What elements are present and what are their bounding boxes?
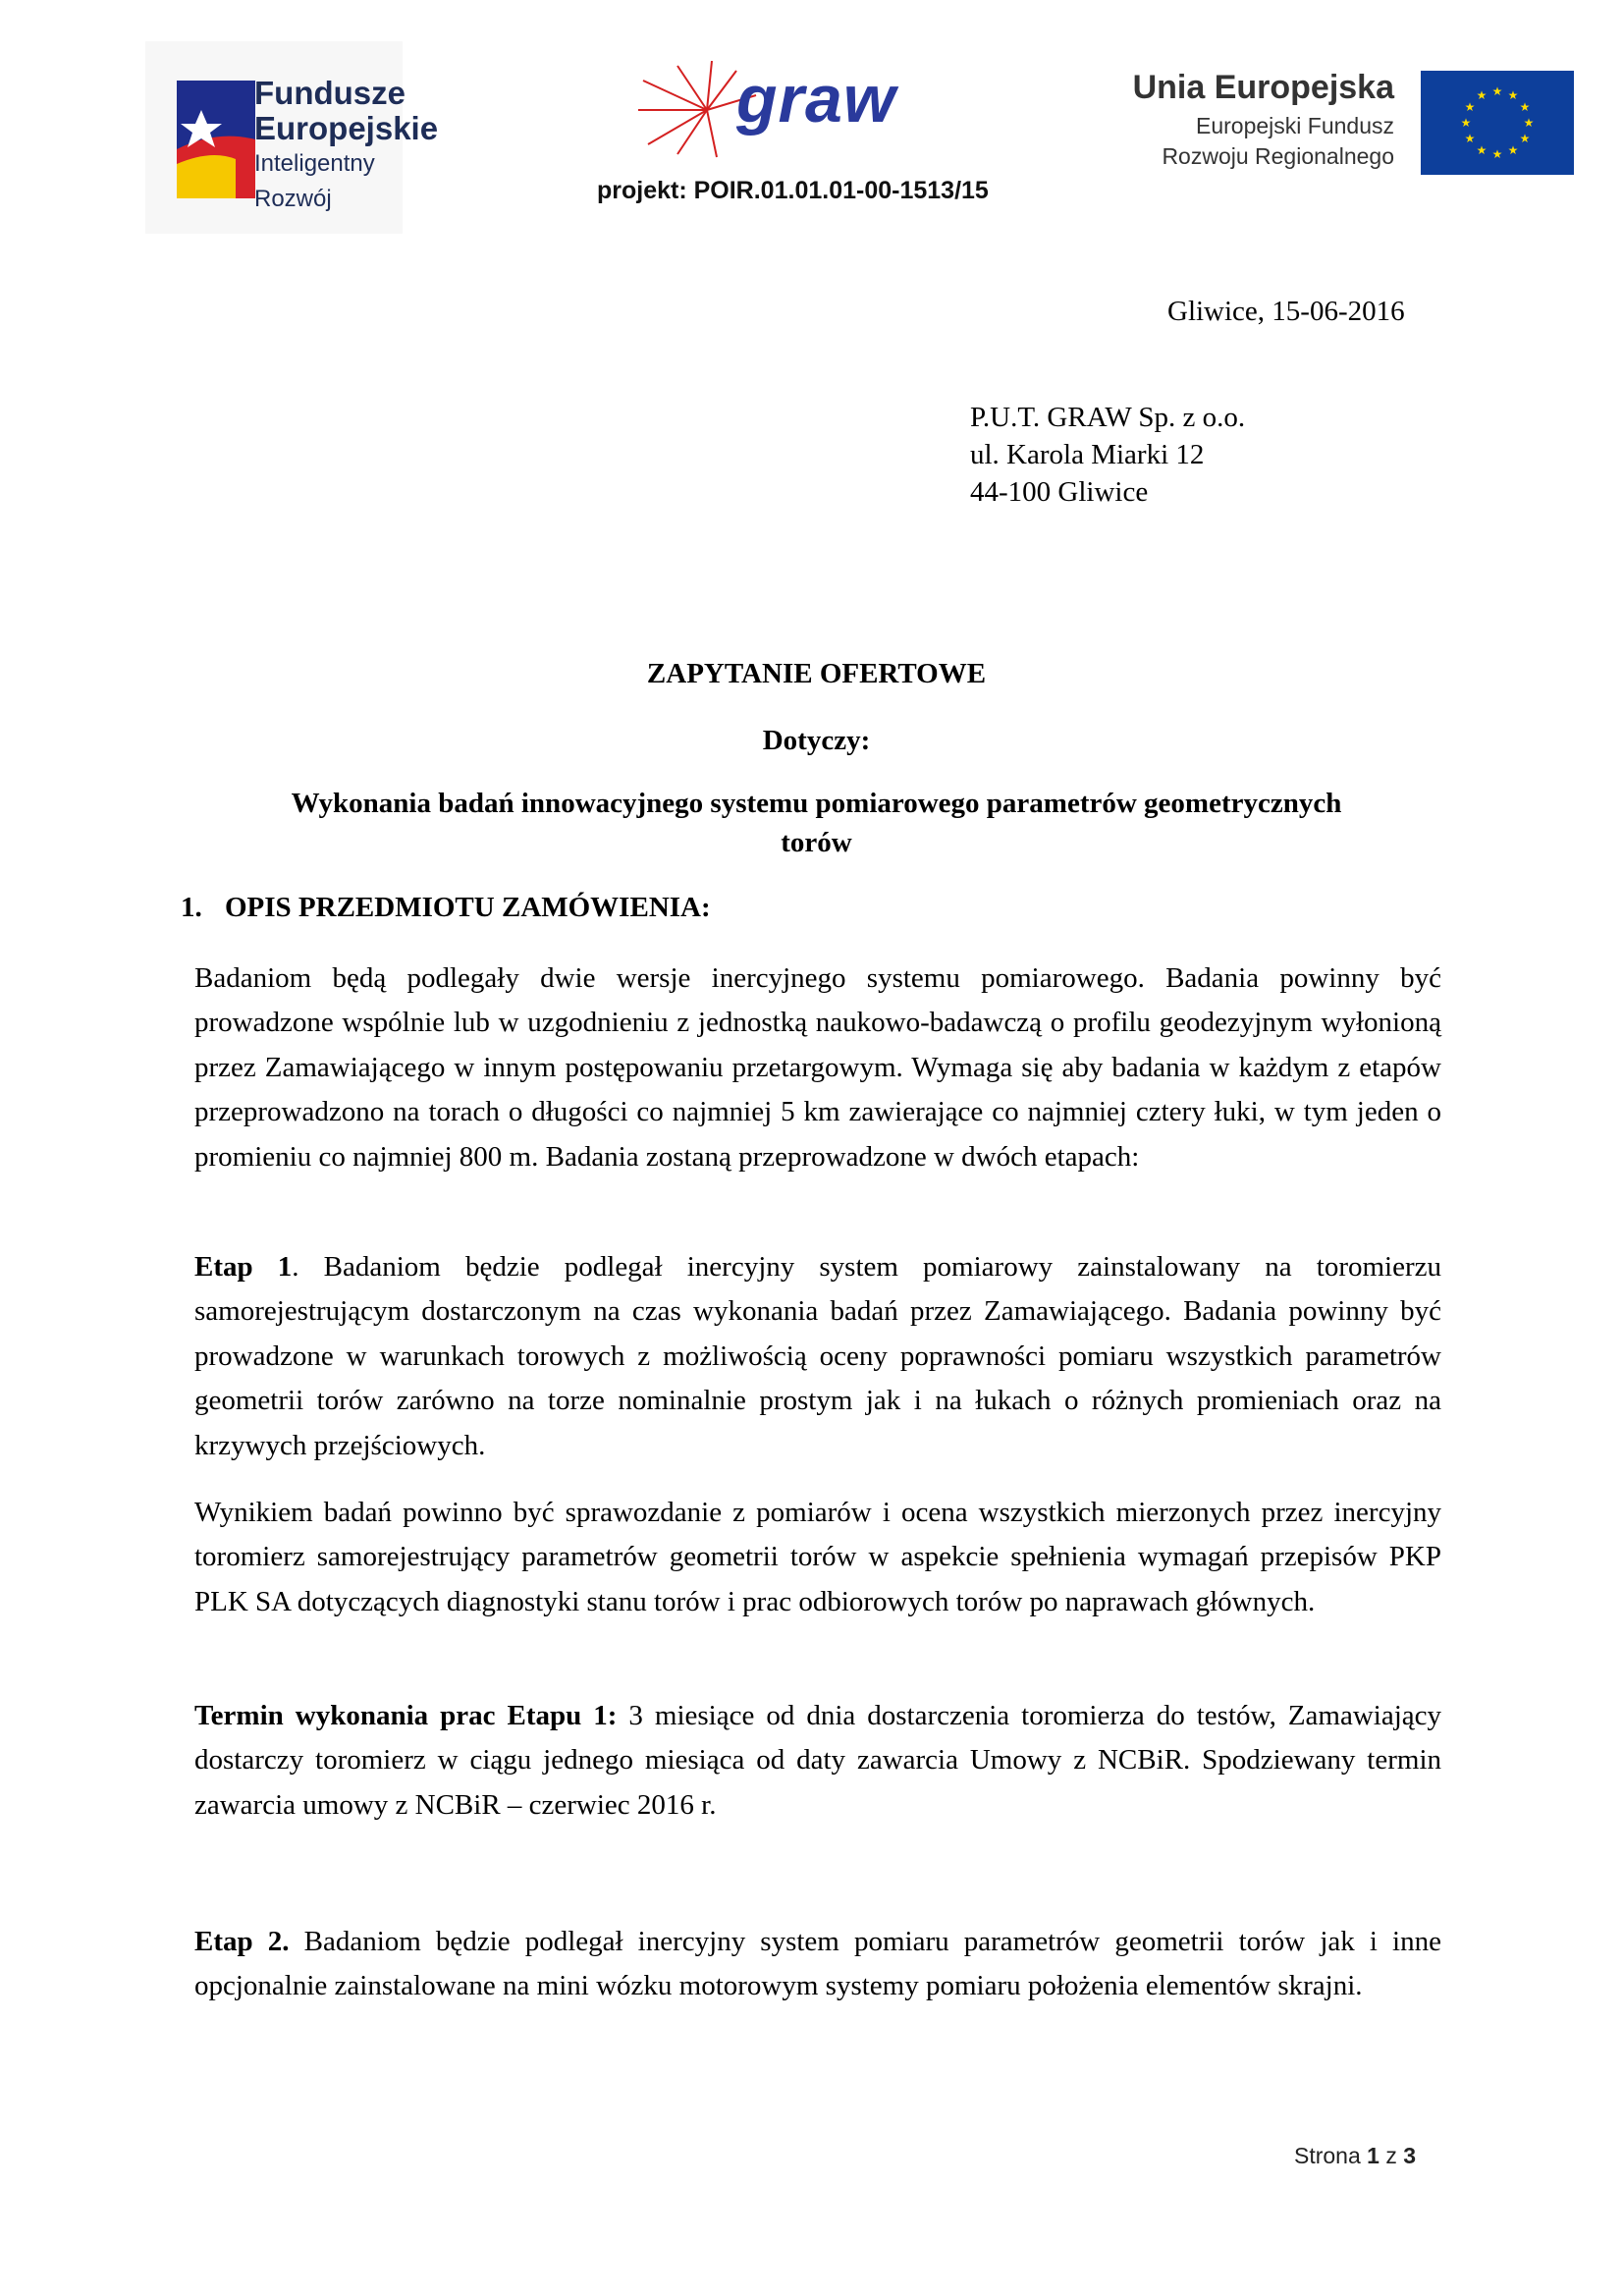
address-line3: 44-100 Gliwice bbox=[970, 476, 1149, 508]
place-date: Gliwice, 15-06-2016 bbox=[1167, 296, 1405, 327]
eu-flag-icon bbox=[1421, 71, 1574, 175]
subject-line1: Wykonania badań innowacyjnego systemu pomiarowego parametrów geometrycznych bbox=[291, 788, 1342, 819]
address-block bbox=[970, 399, 1245, 511]
section-title: OPIS PRZEDMIOTU ZAMÓWIENIA: bbox=[225, 892, 711, 923]
document-subtitle: Dotyczy: bbox=[762, 725, 871, 756]
svg-text:★: ★ bbox=[1476, 143, 1488, 157]
fe-line1: Fundusze bbox=[254, 75, 406, 111]
document-title: ZAPYTANIE OFERTOWE bbox=[646, 658, 987, 689]
fe-line3: Inteligentny Rozwój bbox=[254, 150, 375, 212]
fundusze-europejskie-logo bbox=[145, 41, 439, 234]
etap2-text: Badaniom będzie podlegał inercyjny system pomiaru parametrów geometrii torów jak i inne opcjonalnie zainstalowane na mini wózku motorowym systemy pomiaru położenia elementów skrajni. bbox=[194, 1926, 1441, 2002]
termin-label: Termin wykonania prac Etapu 1: bbox=[194, 1700, 618, 1731]
svg-text:★: ★ bbox=[1519, 100, 1531, 114]
svg-text:★: ★ bbox=[1464, 100, 1476, 114]
paragraph-intro: Badaniom będą podlegały dwie wersje inercyjnego systemu pomiarowego. Badania powinny być prowadzone wspólnie lub w uzgodnieniu z jednostką naukowo-badawczą o profilu geodezyjnym wyłonioną przez Zamawiającego w innym postępowaniu przetargowym. Wymaga się aby badania w każdym z etapów przeprowadzono na torach o długości co najmniej 5 km zawierające co najmniej cztery łuki, w tym jeden o promieniu co najmniej 800 m. Badania zostaną przeprowadzone w dwóch etapach: bbox=[194, 962, 1441, 1173]
svg-text:★: ★ bbox=[1523, 116, 1535, 130]
footer-total: 3 bbox=[1403, 2143, 1417, 2168]
section-heading bbox=[181, 892, 711, 924]
etap1-label: Etap 1 bbox=[194, 1251, 293, 1283]
paragraph-etap1 bbox=[194, 1245, 1441, 1468]
section-number: 1. bbox=[181, 892, 202, 923]
ue-title: Unia Europejska bbox=[1132, 69, 1394, 106]
footer-page: 1 bbox=[1367, 2143, 1380, 2168]
ue-sub2: Rozwoju Regionalnego bbox=[1162, 143, 1394, 169]
svg-text:★: ★ bbox=[1476, 88, 1488, 102]
address-line1: P.U.T. GRAW Sp. z o.o. bbox=[970, 402, 1246, 433]
footer-middle: z bbox=[1379, 2143, 1404, 2168]
address-line2: ul. Karola Miarki 12 bbox=[970, 439, 1205, 470]
etap1-text: . Badaniom będzie podlegał inercyjny system pomiarowy zainstalowany na toromierzu samorejestrującym dostarczonym na czas wykonania badań przez Zamawiającego. Badania powinny być prowadzone w warunkach torowych z możliwością oceny poprawności pomiaru wszystkich parametrów geometrii torów zarówno na torze nominalnie prostym jak i na łukach o różnych promieniach oraz na krzywych przejściowych. bbox=[194, 1251, 1442, 1461]
unia-europejska-logo bbox=[1100, 69, 1394, 172]
termin-text: 3 miesiące od dnia dostarczenia toromierza do testów, Zamawiający dostarczy toromierz w ciągu jednego miesiąca od daty zawarcia Umowy z NCBiR. Spodziewany termin zawarcia umowy z NCBiR – czerwiec 2016 r. bbox=[194, 1700, 1442, 1821]
paragraph-wynik: Wynikiem badań powinno być sprawozdanie z pomiarów i ocena wszystkich mierzonych przez inercyjny toromierz samorejestrujący parametrów geometrii torów w aspekcie spełnienia wymagań przepisów PKP PLK SA dotyczących diagnostyki stanu torów i prac odbiorowych torów po naprawach głównych. bbox=[194, 1497, 1441, 1617]
paragraph-termin bbox=[194, 1694, 1441, 1828]
graw-logo bbox=[638, 61, 962, 159]
svg-text:★: ★ bbox=[1491, 147, 1503, 161]
page-footer bbox=[1294, 2143, 1416, 2169]
svg-text:★: ★ bbox=[1507, 88, 1519, 102]
svg-text:★: ★ bbox=[1519, 132, 1531, 145]
subject-line2: torów bbox=[781, 827, 852, 858]
svg-text:★: ★ bbox=[1491, 84, 1503, 98]
project-number: projekt: POIR.01.01.01-00-1513/15 bbox=[597, 177, 989, 204]
ue-sub1: Europejski Fundusz bbox=[1196, 113, 1394, 138]
fe-line2: Europejskie bbox=[254, 110, 439, 146]
graw-logo-text: graw bbox=[736, 62, 896, 137]
header bbox=[0, 0, 1623, 236]
paragraph-etap2 bbox=[194, 1920, 1441, 2009]
etap2-label: Etap 2. bbox=[194, 1926, 290, 1957]
svg-text:★: ★ bbox=[1507, 143, 1519, 157]
footer-prefix: Strona bbox=[1294, 2143, 1368, 2168]
svg-text:★: ★ bbox=[1464, 132, 1476, 145]
svg-text:★: ★ bbox=[1460, 116, 1472, 130]
